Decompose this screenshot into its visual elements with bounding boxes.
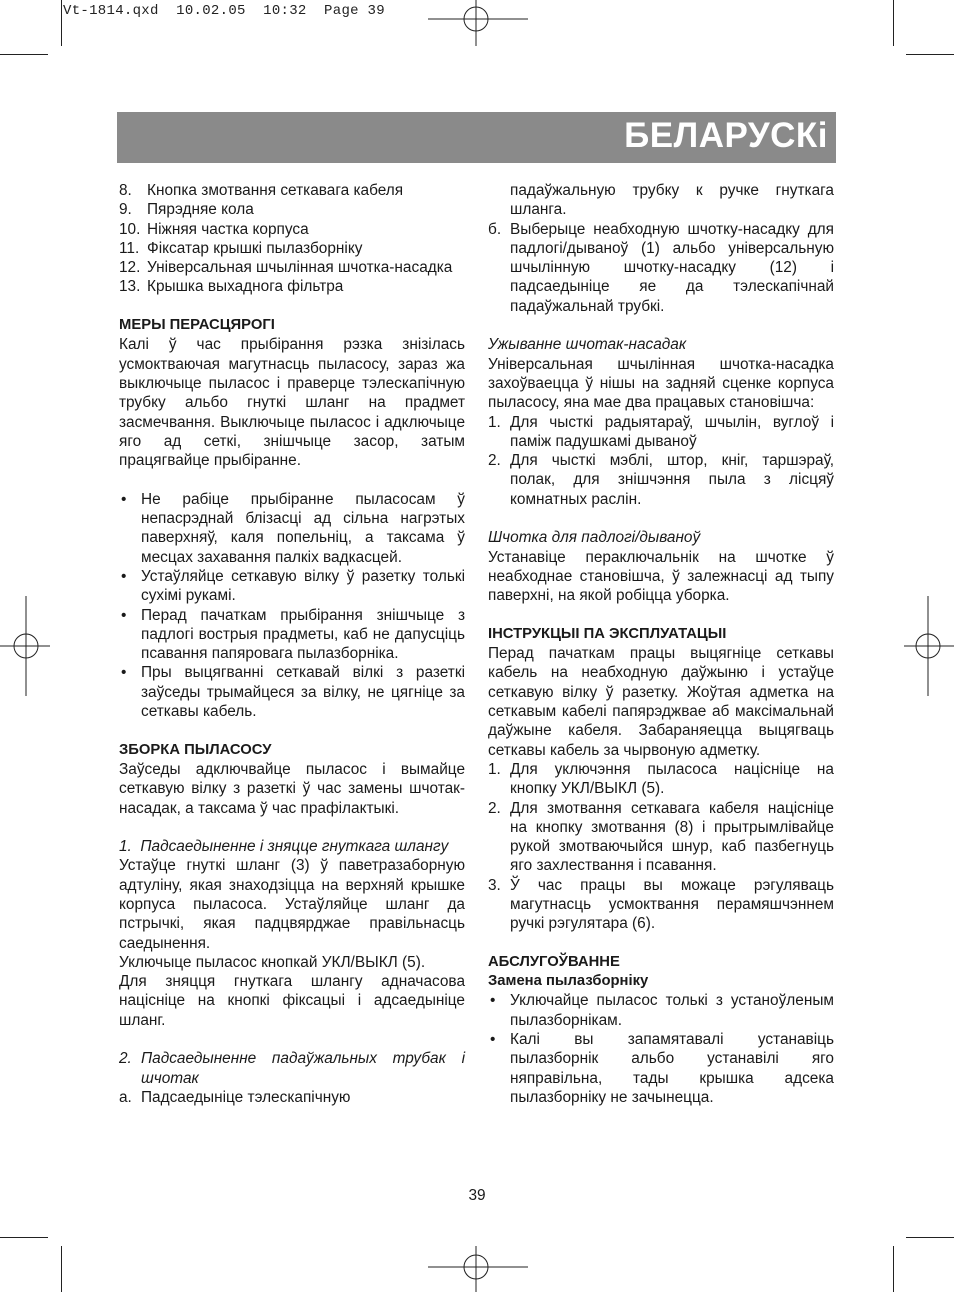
list-item: 1. Для уключэння пыласоса націсніце на кнопку УКЛ/ВЫКЛ (5).	[488, 760, 834, 798]
list-item: б. Выберыце неабходную шчотку-насадку для падлогі/дываноў (1) альбо універсальную шчылінную шчотку-насадку (12) і падсаедыніце яе да тэлескапічнай падаўжальнай трубкі.	[488, 220, 834, 315]
bullet-item: • Не рабіце прыбіранне пыласосам ў непасрэднай блізасці ад сільна нагрэтых паверхняў, каля попельніц, а таксама ў месцах захавання палкіх вадкасцей.	[121, 490, 465, 566]
right-column	[488, 181, 834, 1107]
bullet-item: • Перад пачаткам прыбірання знішчыце з падлогі вострыя прадметы, каб не дапусціць псавання папяровага пылазборніка.	[121, 606, 465, 663]
crop-mark	[61, 1246, 62, 1292]
language-banner	[117, 112, 836, 163]
print-slug: Vt-1814.qxd 10.02.05 10:32 Page 39	[63, 3, 385, 19]
section-heading-instructions: ІНСТРУКЦЫІ ПА ЭКСПЛУАТАЦЫІ	[488, 625, 727, 642]
section-heading-service: АБСЛУГОЎВАННЕ	[488, 953, 620, 970]
subsection-heading: Замена пылазборніку	[488, 973, 649, 990]
registration-mark-icon	[428, 0, 528, 46]
crop-mark	[0, 54, 48, 55]
paragraph: Калі ў час прыбірання рэзка знізілась усмоктваючая магутнасць пыласосу, зараз жа выключыце пыласос і праверце тэлескапічную трубку альбо гнуткі шланг на прадмет засмечвання. Выключыце пыласос і адключыце яго ад сеткі, знішчыце засор, затым працягвайце прыбіранне.	[119, 336, 465, 470]
paragraph: Перад пачаткам працы выцягніце сеткавы кабель на неабходную даўжыню і устаўце сеткавую вілку ў разетку. Жоўтая адметка на сеткавым кабелі папярэджвае аб максімальнай даўжыне кабеля. Забараняецца выцягваць сеткавы кабель за чырвоную адметку.	[488, 645, 834, 759]
crop-mark	[906, 54, 954, 55]
registration-mark-icon	[428, 1246, 528, 1292]
paragraph: Устанавіце пераключальнік на шчотке ў неабходнае становішча, ў залежнасці ад тыпу паверхні, на якой робіцца уборка.	[488, 548, 834, 605]
bullet-item: • Пры выцягванні сеткавай вілкі з разеткі заўседы трымайцеся за вілку, не цягніце за сеткавы кабель.	[121, 664, 465, 721]
paragraph: Уключыце пыласос кнопкай УКЛ/ВЫКЛ (5).	[119, 953, 426, 971]
crop-mark	[893, 0, 894, 46]
list-item: 9. Пярэдняе кола	[119, 201, 254, 219]
crop-mark	[0, 1237, 48, 1238]
list-item: 13. Крышка выхаднога фільтра	[119, 278, 344, 296]
list-item: 1. Для чысткі радыятараў, шчылін, вуглоў і паміж падушкамі дываноў	[488, 413, 834, 450]
list-item: 3. Ў час працы вы можаце рэгуляваць магутнасць усмоктвання перамяшчэннем ручкі рэгулятара (6).	[488, 876, 834, 933]
section-heading-measures: МЕРЫ ПЕРАСЦЯРОГІ	[119, 317, 275, 334]
banner-title: БЕЛАРУСКі	[624, 116, 828, 155]
list-item: 2. Для змотвання сеткавага кабеля націсніце на кнопку змотвання (8) і прытрымлівайце рукой змотваючыйся шнур, каб пазбегнуць яго захлествання і псавання.	[488, 799, 834, 875]
paragraph: Устаўце гнуткі шланг (3) ў паветразаборную адтуліну, якая знаходзіцца на верхняй крышке корпуса пыласоса. Устаўляйце шланг да пстрычкі, якая падцвярджае правільнасць саедынення.	[119, 857, 465, 952]
list-item: 12. Універсальная шчылінная шчотка-насадка	[119, 259, 453, 277]
crop-mark	[893, 1246, 894, 1292]
list-item: 11. Фіксатар крышкі пылазборніку	[119, 239, 363, 257]
registration-mark-icon	[0, 596, 50, 696]
list-item: 2. Для чысткі мэблі, штор, кніг, таршэраў, полак, для знішчэння пыла з лісцяў комнатных раслін.	[488, 452, 834, 508]
paragraph: Для зняцця гнуткага шлангу адначасова націсніце на кнопкі фіксацыі і адсаедыніце шланг.	[119, 973, 465, 1029]
bullet-item: • Уключайце пыласос толькі з устаноўленым пылазборнікам.	[490, 992, 834, 1029]
left-column	[119, 181, 465, 1107]
paragraph: Заўседы адключвайце пыласос і вымайце сеткавую вілку з разеткі ў час замены шчотак-насадак, а таксама ў час прафілактыкі.	[119, 760, 465, 817]
list-item: 10. Ніжняя частка корпуса	[119, 220, 309, 238]
paragraph: Універсальная шчылінная шчотка-насадка захоўваецца ў нішы на задняй сценке корпуса пыласосу, яна мае два працавых становішча:	[488, 355, 834, 412]
subsection-title: Шчотка для падлогі/дываноў	[488, 529, 701, 547]
bullet-item: • Калі вы запамятавалі устанавіць пылазборнік альбо устанавілі яго няправільна, тады крышка адсека пылазборніку не зачынецца.	[490, 1031, 834, 1106]
subsection-title: Ужыванне шчотак-насадак	[488, 336, 687, 354]
subsection-title: 2. Падсаедыненне падаўжальных трубак і шчотак	[119, 1050, 465, 1087]
list-item: а. Падсаедыніце тэлескапічную	[119, 1088, 351, 1106]
list-item: 8. Кнопка змотвання сеткавага кабеля	[119, 182, 404, 199]
subsection-title: 1. Падсаедыненне і зняцце гнуткага шлангу	[119, 838, 449, 856]
page-number: 39	[468, 1187, 486, 1204]
list-item-continuation: падаўжальную трубку к ручке гнуткага шланга.	[510, 182, 834, 219]
registration-mark-icon	[904, 596, 954, 696]
crop-mark	[906, 1237, 954, 1238]
section-heading-assembly: ЗБОРКА ПЫЛАСОСУ	[119, 741, 272, 758]
crop-mark	[61, 0, 62, 46]
bullet-item: • Устаўляйце сеткавую вілку ў разетку толькі сухімі рукамі.	[121, 567, 465, 605]
